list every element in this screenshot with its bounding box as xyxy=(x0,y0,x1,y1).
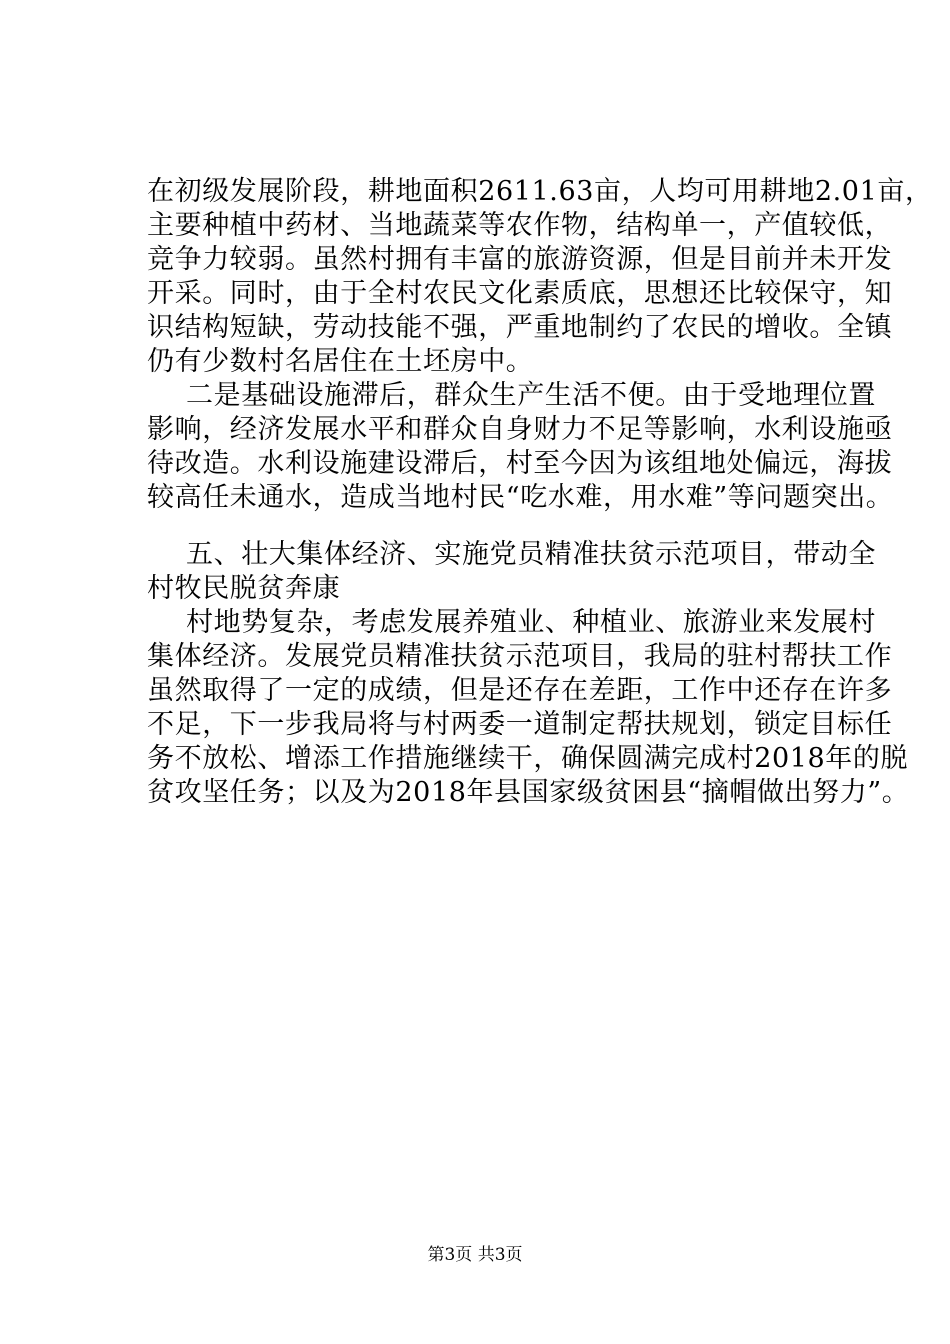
paragraph-3-line-1: 村地势复杂，考虑发展养殖业、种植业、旅游业来发展村 xyxy=(186,607,876,638)
paragraph-1-line-6: 仍有少数村名居住在土坯房中。 xyxy=(147,346,534,377)
paragraph-1-line-1: 在初级发展阶段，耕地面积2611.63亩，人均可用耕地2.01亩， xyxy=(147,176,933,207)
paragraph-3-line-3: 虽然取得了一定的成绩，但是还存在差距，工作中还存在许多 xyxy=(147,675,893,706)
paragraph-1-line-2: 主要种植中药材、当地蔬菜等农作物，结构单一，产值较低， xyxy=(147,210,893,241)
paragraph-3-line-6: 贫攻坚任务；以及为2018年县国家级贫困县“摘帽做出努力”。 xyxy=(147,777,910,808)
paragraph-2-line-2: 影响，经济发展水平和群众自身财力不足等影响，水利设施亟 xyxy=(147,414,893,445)
paragraph-1-line-4: 开采。同时，由于全村农民文化素质底，思想还比较保守，知 xyxy=(147,278,893,309)
paragraph-1-line-3: 竞争力较弱。虽然村拥有丰富的旅游资源，但是目前并未开发 xyxy=(147,244,893,275)
paragraph-3-line-2: 集体经济。发展党员精准扶贫示范项目，我局的驻村帮扶工作 xyxy=(147,641,893,672)
paragraph-2-line-4: 较高任未通水，造成当地村民“吃水难，用水难”等问题突出。 xyxy=(147,482,894,513)
page-footer: 第3页 共3页 xyxy=(427,1245,523,1265)
paragraph-2-line-1: 二是基础设施滞后，群众生产生活不便。由于受地理位置 xyxy=(186,380,876,411)
paragraph-1-line-5: 识结构短缺，劳动技能不强，严重地制约了农民的增收。全镇 xyxy=(147,312,893,343)
paragraph-2-line-3: 待改造。水利设施建设滞后，村至今因为该组地处偏远，海拔 xyxy=(147,448,893,479)
paragraph-3-line-4: 不足，下一步我局将与村两委一道制定帮扶规划，锁定目标任 xyxy=(147,709,893,740)
paragraph-3-line-5: 务不放松、增添工作措施继续干，确保圆满完成村2018年的脱 xyxy=(147,743,909,774)
section-heading-line-2: 村牧民脱贫奔康 xyxy=(147,573,341,604)
section-heading-line-1: 五、壮大集体经济、实施党员精准扶贫示范项目，带动全 xyxy=(186,539,876,570)
